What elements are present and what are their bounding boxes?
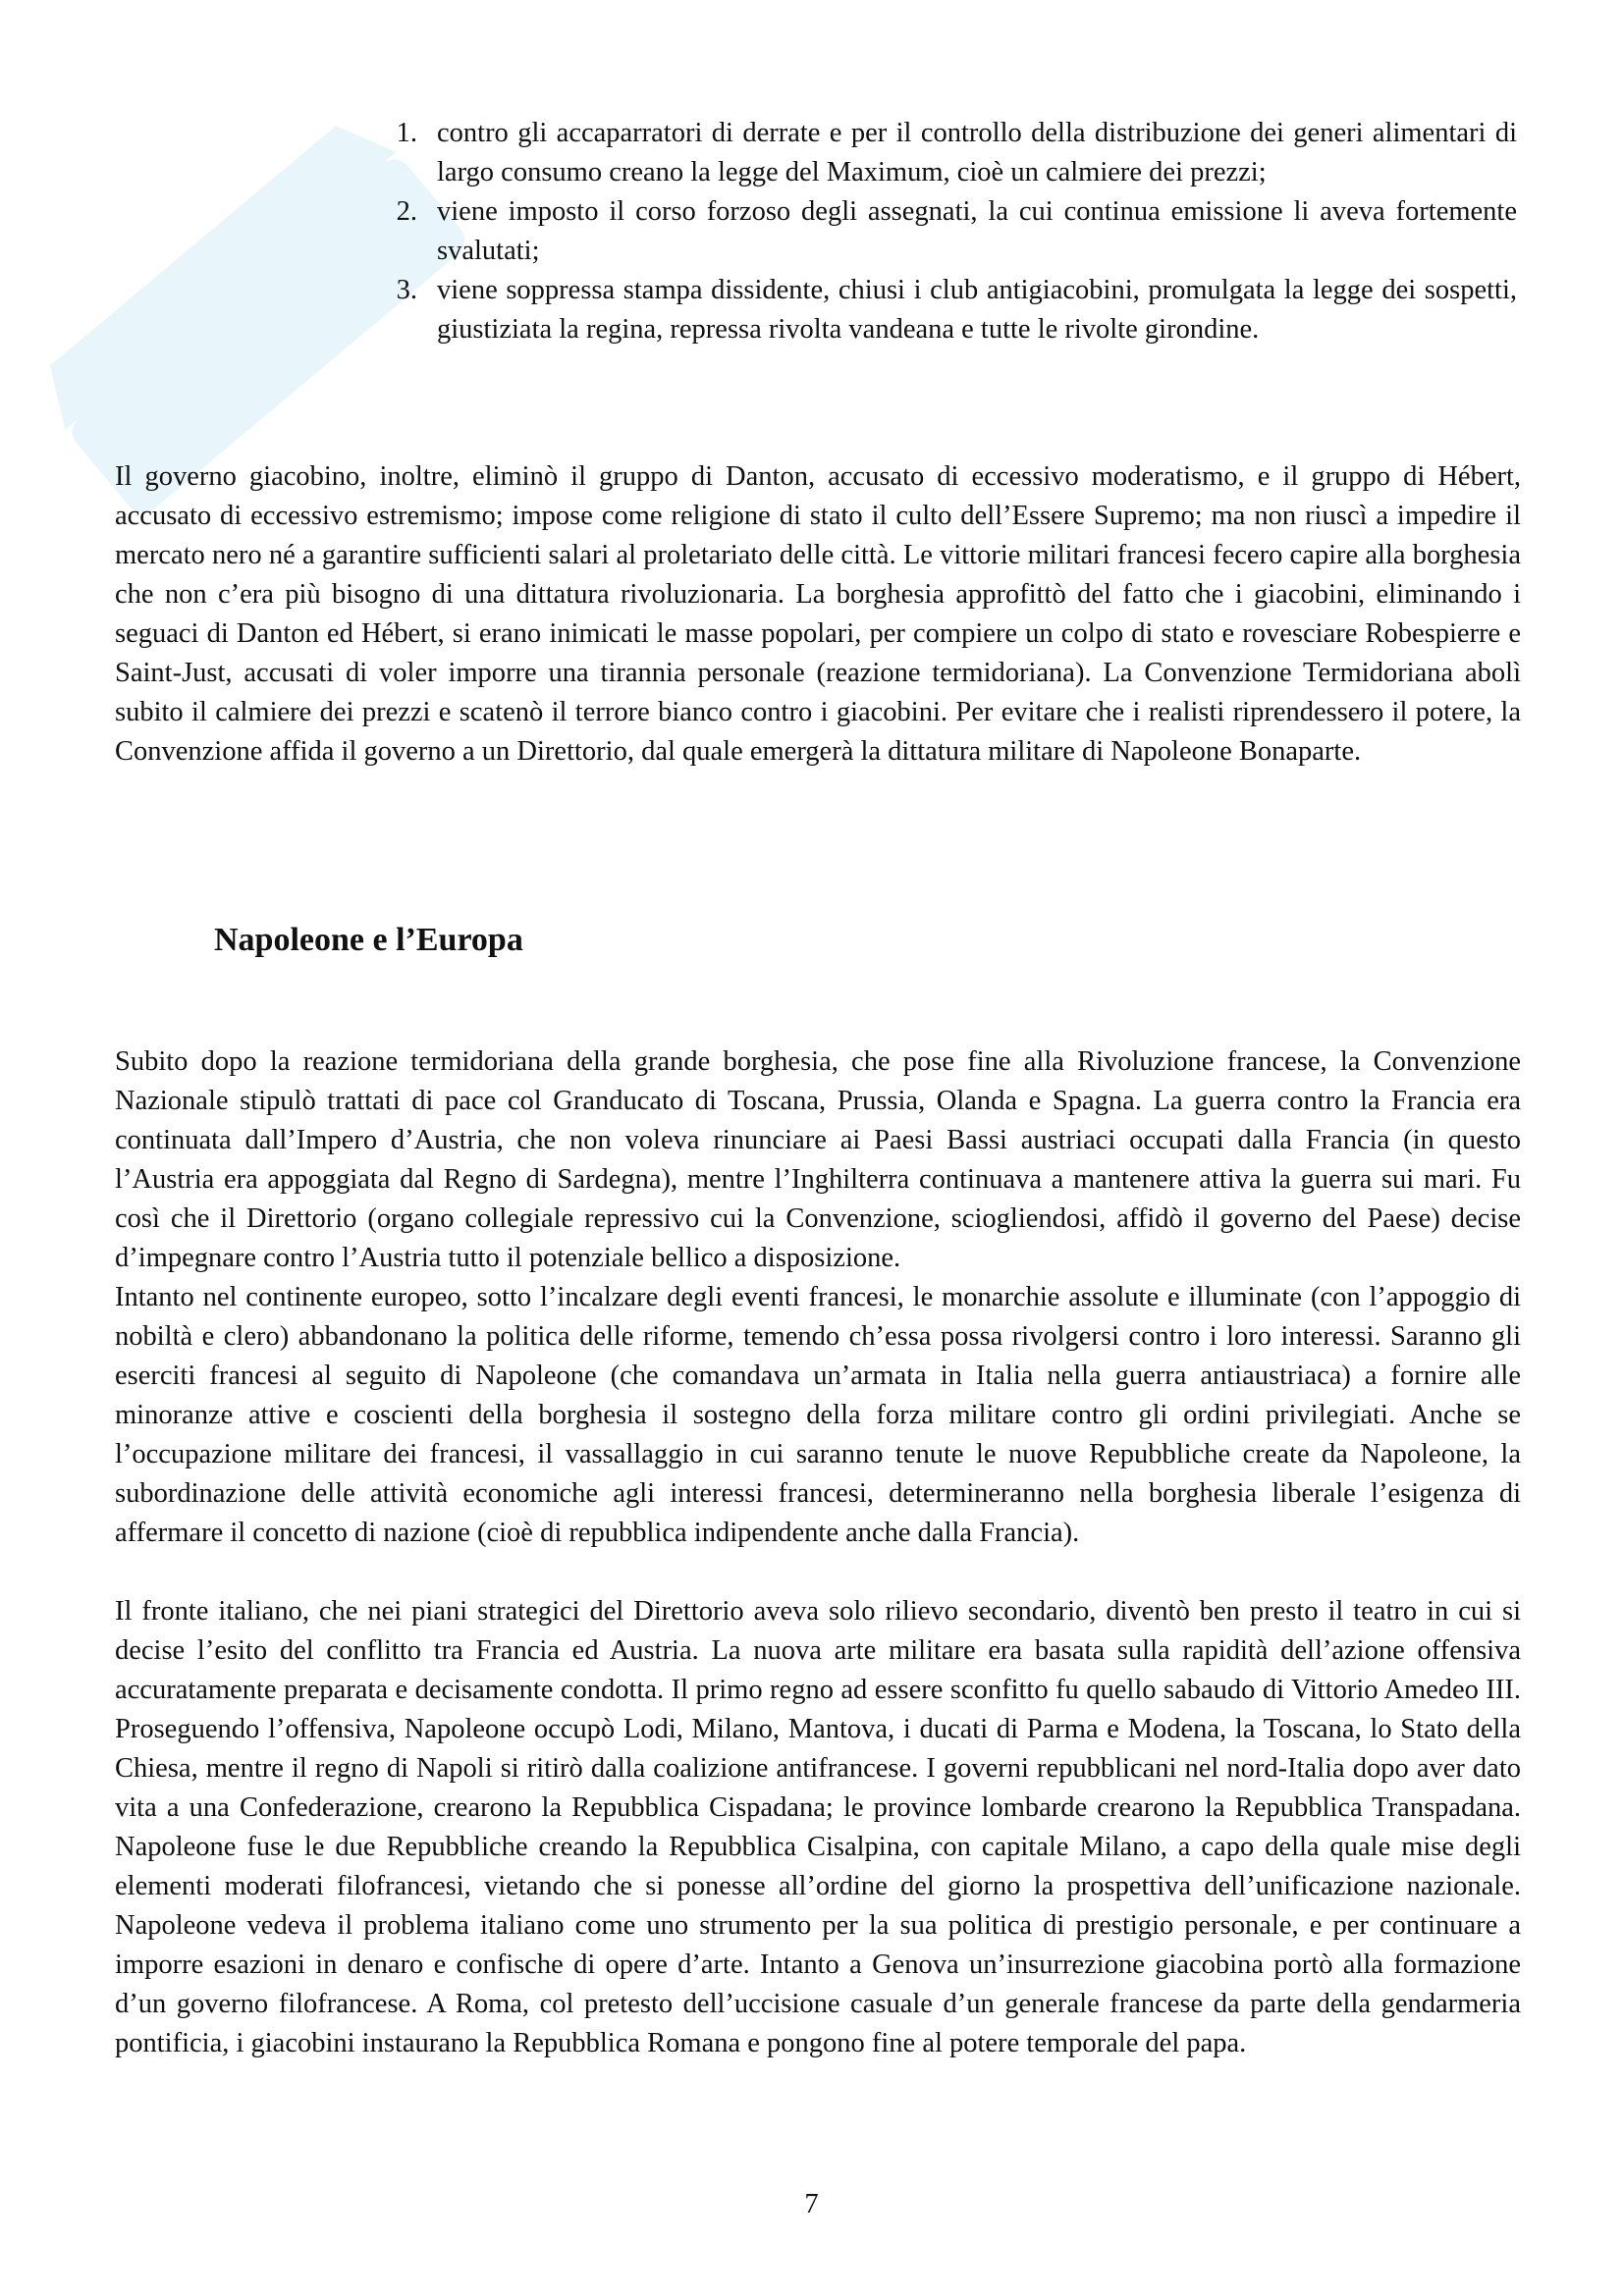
list-item (378, 192, 1517, 271)
list-text: viene imposto il corso forzoso degli assegnati, la cui continua emissione li aveva fortemente svalutati; (437, 196, 1517, 266)
watermark-cap (27, 107, 397, 430)
numbered-list (378, 114, 1517, 349)
page-number: 7 (804, 2189, 819, 2219)
paragraph-fronte-italiano: Il fronte italiano, che nei piani strategici del Direttorio aveva solo rilievo secondario, diventò ben presto il teatro in cui si decise l’esito del conflitto tra Francia ed Austria. La nuova arte militare era basata sulla rapidità dell’azione offensiva accuratamente preparata e decisamente condotta. Il primo regno ad essere sconfitto fu quello sabaudo di Vittorio Amedeo III. Proseguendo l’offensiva, Napoleone occupò Lodi, Milano, Mantova, i ducati di Parma e Modena, la Toscana, lo Stato della Chiesa, mentre il regno di Napoli si ritirò dalla coalizione antifrancese. I governi repubblicani nel nord-Italia dopo aver dato vita a una Confederazione, crearono la Repubblica Cispadana; le province lombarde crearono la Repubblica Transpadana. Napoleone fuse le due Repubbliche creando la Repubblica Cisalpina, con capitale Milano, a capo della quale mise degli elementi moderati filofrancesi, vietando che si ponesse all’ordine del giorno la prospettiva dell’unificazione nazionale. Napoleone vedeva il problema italiano come uno strumento per la sua politica di prestigio personale, e per continuare a imporre esazioni in denaro e confische di opere d’arte. Intanto a Genova un’insurrezione giacobina portò alla formazione d’un governo filofrancese. A Roma, col pretesto dell’uccisione casuale d’un generale francese da parte della gendarmeria pontificia, i giacobini instaurano la Repubblica Romana e pongono fine al potere temporale del papa. (115, 1596, 1521, 2058)
list-text: contro gli accaparratori di derrate e per il controllo della distribuzione dei generi alimentari di largo consumo creano la legge del Maximum, cioè un calmiere dei prezzi; (437, 118, 1517, 187)
list-item (378, 114, 1517, 192)
paragraph-reazione-termidoriana: Subito dopo la reazione termidoriana della grande borghesia, che pose fine alla Rivoluzione francese, la Convenzione Nazionale stipulò trattati di pace col Granducato di Toscana, Prussia, Olanda e Spagna. La guerra contro la Francia era continuata dall’Impero d’Austria, che non voleva rinunciare ai Paesi Bassi austriaci occupati dalla Francia (in questo l’Austria era appoggiata dal Regno di Sardegna), mentre l’Inghilterra continuava a mantenere attiva la guerra sui mari. Fu così che il Direttorio (organo collegiale repressivo cui la Convenzione, sciogliendosi, affidò il governo del Paese) decise d’impegnare contro l’Austria tutto il potenziale bellico a disposizione. (115, 1046, 1521, 1273)
section-heading: Napoleone e l’Europa (214, 922, 523, 958)
list-number: 1. (396, 118, 417, 148)
list-number: 3. (396, 275, 417, 305)
paragraph-governo-giacobino: Il governo giacobino, inoltre, eliminò il gruppo di Danton, accusato di eccessivo moderatismo, e il gruppo di Hébert, accusato di eccessivo estremismo; impose come religione di stato il culto dell’Essere Supremo; ma non riuscì a impedire il mercato nero né a garantire sufficienti salari al proletariato delle città. Le vittorie militari francesi fecero capire alla borghesia che non c’era più bisogno di una dittatura rivoluzionaria. La borghesia approfittò del fatto che i giacobini, eliminando i seguaci di Danton ed Hébert, si erano inimicati le masse popolari, per compiere un colpo di stato e rovesciare Robespierre e Saint-Just, accusati di voler imporre una tirannia personale (reazione termidoriana). La Convenzione Termidoriana abolì subito il calmiere dei prezzi e scatenò il terrore bianco contro i giacobini. Per evitare che i realisti riprendessero il potere, la Convenzione affida il governo a un Direttorio, dal quale emergerà la dittatura militare di Napoleone Bonaparte. (115, 461, 1521, 767)
list-number: 2. (396, 196, 417, 227)
list-item (378, 271, 1517, 349)
paragraph-continente-europeo: Intanto nel continente europeo, sotto l’incalzare degli eventi francesi, le monarchie assolute e illuminate (con l’appoggio di nobiltà e clero) abbandonano la politica delle riforme, temendo ch’essa possa rivolgersi contro i loro interessi. Saranno gli eserciti francesi al seguito di Napoleone (che comandava un’armata in Italia nella guerra antiaustriaca) a fornire alle minoranze attive e coscienti della borghesia il sostegno della forza militare contro gli ordini privilegiati. Anche se l’occupazione militare dei francesi, il vassallaggio in cui saranno tenute le nuove Repubbliche create da Napoleone, la subordinazione delle attività economiche agli interessi francesi, determineranno nella borghesia liberale l’esigenza di affermare il concetto di nazione (cioè di repubblica indipendente anche dalla Francia). (115, 1282, 1521, 1548)
list-text: viene soppressa stampa dissidente, chiusi i club antigiacobini, promulgata la legge dei sospetti, giustiziata la regina, repressa rivolta vandeana e tutte le rivolte girondine. (437, 275, 1517, 345)
